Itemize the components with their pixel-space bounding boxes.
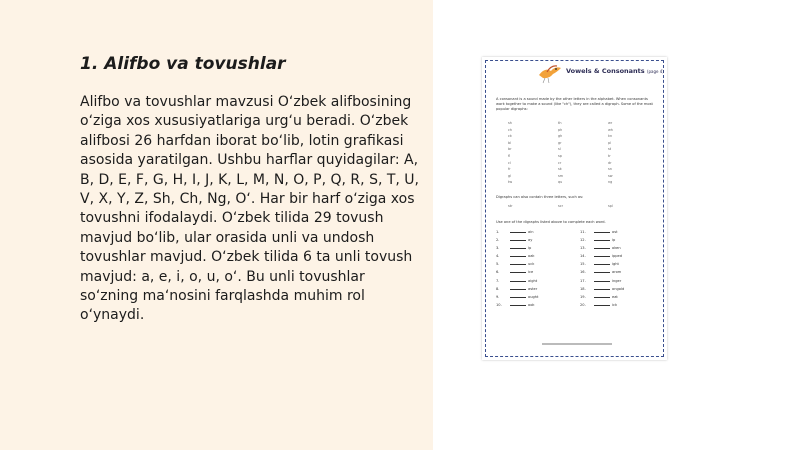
- trigraph-item: scr: [558, 204, 564, 208]
- exercise-blank: [510, 240, 526, 241]
- digraph-item: pl: [608, 140, 612, 145]
- slide-heading: 1. Alifbo va tovushlar: [80, 54, 286, 74]
- exercise-blank: [594, 264, 610, 265]
- exercise-word: ice: [528, 270, 534, 275]
- exercise-item: [496, 303, 572, 308]
- exercise-blank: [594, 232, 610, 233]
- exercise-item: [496, 270, 572, 275]
- digraph-item: st: [608, 147, 612, 152]
- exercise-blank: [510, 289, 526, 290]
- digraph-item: sm: [558, 173, 564, 178]
- trigraph-item: spl: [608, 204, 613, 208]
- exercise-blank: [594, 272, 610, 273]
- exercise-item: [580, 230, 656, 235]
- digraph-item: cr: [558, 160, 562, 165]
- exercise-number: 12.: [580, 238, 586, 243]
- exercise-item: [580, 295, 656, 300]
- exercise-item: [496, 287, 572, 292]
- digraph-item: qu: [558, 180, 563, 185]
- digraph-item: tw: [508, 180, 513, 185]
- exercise-item: [580, 246, 656, 251]
- exercise-word: inger: [612, 278, 622, 283]
- digraph-item: gh: [558, 134, 563, 139]
- exercise-blank: [594, 305, 610, 306]
- exercise-item: [580, 270, 656, 275]
- exercise-word: ay: [528, 238, 533, 243]
- exercise-number: 16.: [580, 270, 586, 275]
- worksheet-instruction: Use one of the digraphs listed above to complete each word.: [496, 220, 606, 224]
- exercise-number: 4.: [496, 254, 500, 259]
- exercise-item: [496, 295, 572, 300]
- exercise-number: 14.: [580, 254, 586, 259]
- digraph-item: gr: [558, 140, 562, 145]
- worksheet-intro: A consonant is a sound made by the other letters in the alphabet. When consonants work together to make a sound (like "ch"), they are called a digraph. Some of the most popular digraphs:: [496, 97, 653, 111]
- exercise-number: 11.: [580, 230, 586, 234]
- trigraph-list: [508, 204, 658, 208]
- digraph-item: kn: [608, 134, 613, 139]
- exercise-number: 3.: [496, 246, 500, 251]
- digraph-item: cl: [508, 160, 511, 165]
- exercise-item: [496, 254, 572, 259]
- exercise-word: aight: [528, 278, 538, 283]
- digraph-item: sp: [558, 153, 562, 158]
- exercise-word: ost: [612, 230, 618, 234]
- exercise-item: [580, 262, 656, 267]
- digraph-item: wr: [608, 121, 613, 125]
- exercise-item: [580, 279, 656, 284]
- exercise-item: [580, 254, 656, 259]
- exercise-word: ongold: [612, 286, 625, 291]
- digraph-item: ph: [558, 127, 563, 132]
- exercise-number: 7.: [496, 278, 500, 283]
- digraph-item: br: [508, 147, 512, 152]
- exercise-blank: [594, 297, 610, 298]
- digraph-item: dr: [608, 160, 612, 165]
- exercise-blank: [594, 281, 610, 282]
- digraph-item: gl: [508, 173, 512, 178]
- digraph-item: sw: [608, 173, 613, 178]
- digraph-item: fr: [508, 167, 511, 172]
- exercise-number: 13.: [580, 246, 586, 251]
- exercise-word: ipped: [612, 254, 623, 259]
- digraph-item: sl: [558, 147, 561, 152]
- digraph-item: tr: [608, 153, 611, 158]
- exercise-blank: [594, 289, 610, 290]
- exercise-number: 15.: [580, 262, 586, 267]
- trigraph-label: Digraphs can also contain three letters, such as:: [496, 195, 584, 199]
- exercise-blank: [510, 305, 526, 306]
- worksheet-footer: [542, 343, 612, 345]
- digraph-item: fl: [508, 153, 511, 158]
- exercise-word: oken: [612, 246, 621, 251]
- exercise-item: [580, 287, 656, 292]
- digraph-item: sn: [608, 167, 612, 172]
- digraph-item: sk: [558, 167, 562, 172]
- exercise-number: 1.: [496, 230, 500, 234]
- exercise-number: 9.: [496, 294, 500, 299]
- exercise-blank: [510, 256, 526, 257]
- exercise-word: ain: [528, 230, 534, 234]
- exercise-number: 17.: [580, 278, 586, 283]
- exercise-number: 18.: [580, 286, 586, 291]
- digraph-item: bl: [508, 140, 512, 145]
- worksheet-image: [482, 57, 667, 360]
- exercise-item: [496, 246, 572, 251]
- digraph-item: th: [558, 121, 562, 125]
- exercise-blank: [510, 272, 526, 273]
- digraph-item: ck: [508, 134, 512, 139]
- exercise-word: ip: [528, 246, 532, 251]
- exercise-number: 19.: [580, 294, 586, 299]
- digraph-item: sh: [508, 121, 512, 125]
- exercise-word: uck: [528, 262, 535, 267]
- exercise-number: 10.: [496, 302, 502, 307]
- exercise-blank: [510, 281, 526, 282]
- exercise-word: eat: [612, 294, 618, 299]
- digraph-list: [508, 121, 658, 184]
- exercise-list: [496, 230, 656, 308]
- exercise-word: ight: [612, 262, 619, 267]
- exercise-word: ip: [612, 238, 616, 243]
- trigraph-item: str: [508, 204, 513, 208]
- exercise-item: [496, 262, 572, 267]
- worksheet-title: Vowels & Consonants (page 4): [566, 67, 664, 75]
- exercise-word: ought: [528, 294, 539, 299]
- exercise-blank: [510, 248, 526, 249]
- exercise-item: [580, 238, 656, 243]
- exercise-number: 6.: [496, 270, 500, 275]
- exercise-blank: [510, 232, 526, 233]
- exercise-number: 8.: [496, 286, 500, 291]
- exercise-word: aster: [528, 286, 538, 291]
- exercise-number: 5.: [496, 262, 500, 267]
- exercise-number: 20.: [580, 302, 586, 307]
- exercise-item: [580, 303, 656, 308]
- exercise-item: [496, 279, 572, 284]
- exercise-word: oak: [528, 254, 535, 259]
- slide-body-text: Alifbo va tovushlar mavzusi O‘zbek alifbosining o‘ziga xos xususiyatlariga urg‘u beradi. O‘zbek alifbosi 26 harfdan iborat bo‘lib, lotin grafikasi asosida yaratilgan. Ushbu harflar quyidagilar: A, B, D, E, F, G, H, I, J, K, L, M, N, O, P, Q, R, S, T, U, V, X, Y, Z, Sh, Ch, Ng, O‘. Har bir harf o‘ziga xos tovushni ifodalaydi. O‘zbek tilida 29 tovush mavjud bo‘lib, ular orasida unli va undosh tovushlar mavjud. O‘zbek tilida 6 ta unli tovush mavjud: a, e, i, o, u, o‘. Bu unli tovushlar so‘zning ma‘nosini farqlashda muhim rol o‘ynaydi.: [80, 94, 420, 324]
- exercise-number: 2.: [496, 238, 500, 243]
- bird-illustration-icon: [537, 63, 563, 85]
- exercise-blank: [594, 240, 610, 241]
- exercise-blank: [510, 264, 526, 265]
- exercise-item: [496, 238, 572, 243]
- digraph-item: ng: [608, 180, 613, 185]
- exercise-item: [496, 230, 572, 235]
- exercise-blank: [510, 297, 526, 298]
- exercise-blank: [594, 256, 610, 257]
- exercise-word: ook: [528, 302, 535, 307]
- digraph-item: wh: [608, 127, 613, 132]
- exercise-blank: [594, 248, 610, 249]
- digraph-item: ch: [508, 127, 513, 132]
- exercise-word: ick: [612, 302, 618, 307]
- exercise-word: arom: [612, 270, 622, 275]
